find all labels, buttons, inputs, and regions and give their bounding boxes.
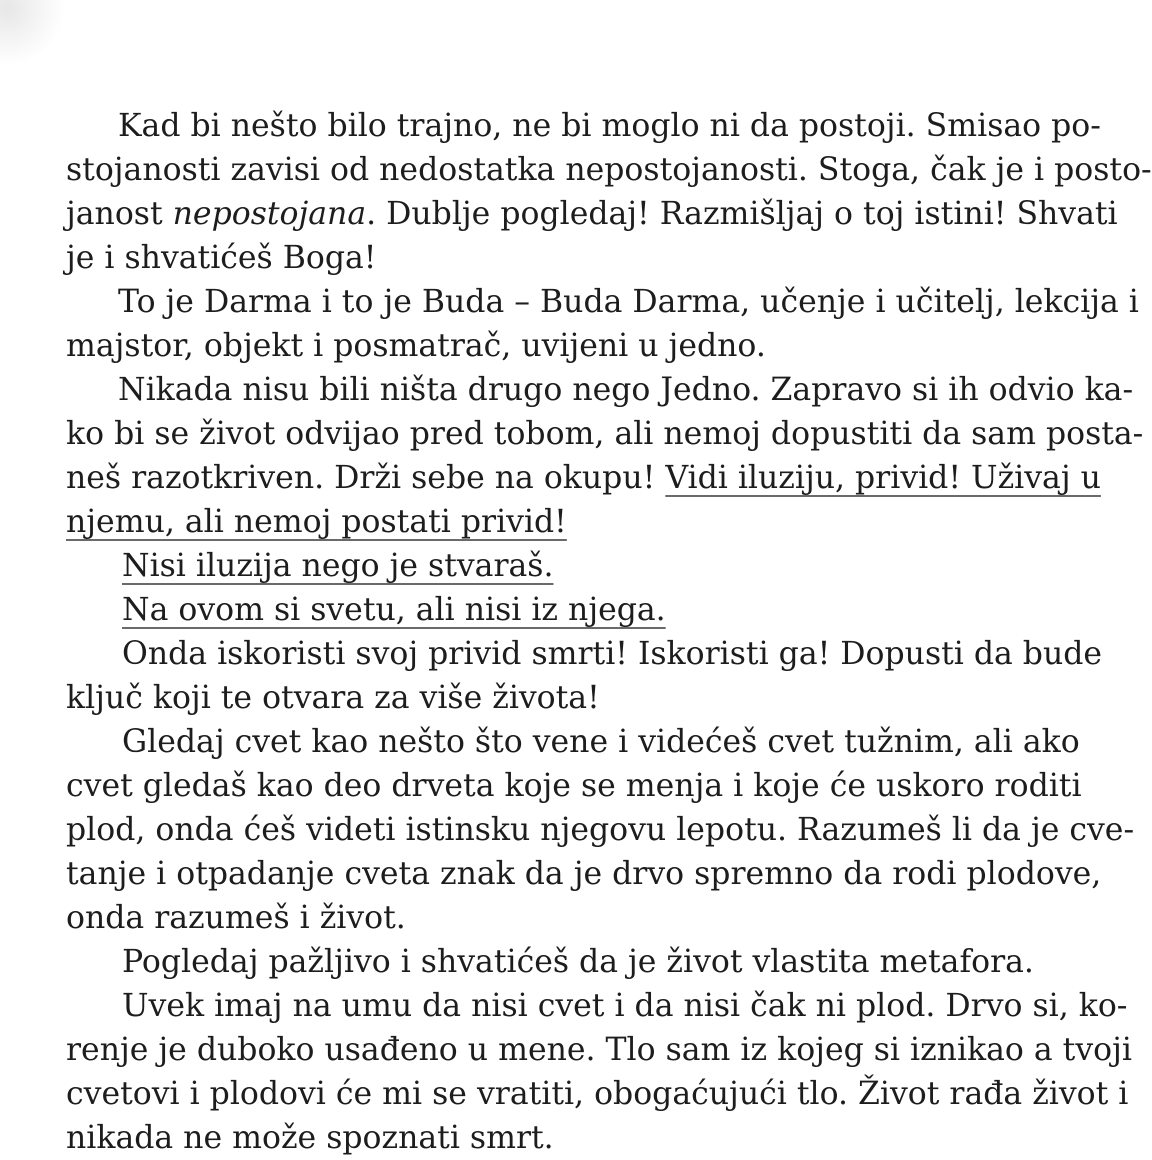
text-line: Nikada nisu bili ništa drugo nego Jedno. Zapravo si ih odvio ka-	[118, 372, 1134, 408]
text-line: je i shvatićeš Boga!	[66, 240, 377, 276]
text-line: Pogledaj pažljivo i shvatićeš da je život vlastita metafora.	[122, 944, 1034, 980]
text-line	[66, 588, 1056, 632]
scan-artifact	[0, 0, 70, 80]
text-line	[66, 500, 1056, 544]
text-line: Uvek imaj na umu da nisi cvet i da nisi čak ni plod. Drvo si, ko-	[122, 988, 1128, 1024]
text-line: plod, onda ćeš videti istinsku njegovu lepotu. Razumeš li da je cve-	[66, 812, 1135, 848]
text-line: tanje i otpadanje cveta znak da je drvo spremno da rodi plodove,	[66, 856, 1102, 892]
text-line: Gledaj cvet kao nešto što vene i videćeš cvet tužnim, ali ako	[122, 724, 1080, 760]
text-line-cut-off: nikada ne može spoznati smrt.	[66, 1120, 554, 1156]
text-line: ko bi se život odvijao pred tobom, ali nemoj dopustiti da sam posta-	[66, 416, 1144, 452]
text-line: onda razumeš i život.	[66, 900, 406, 936]
text-line: ključ koji te otvara za više života!	[66, 680, 600, 716]
text-line: cvet gledaš kao deo drveta koje se menja i koje će uskoro roditi	[66, 768, 1082, 804]
text-line: stojanosti zavisi od nedostatka nepostojanosti. Stoga, čak je i posto-	[66, 152, 1152, 188]
underlined-passage: Vidi iluziju, privid! Uživaj u	[665, 460, 1101, 496]
text-line: majstor, objekt i posmatrač, uvijeni u jedno.	[66, 328, 766, 364]
text-fragment: janost	[66, 196, 173, 232]
text-fragment: neš razotkriven. Drži sebe na okupu!	[66, 460, 666, 496]
body-text	[66, 104, 1152, 1156]
text-line	[66, 192, 1118, 236]
text-line	[66, 544, 1056, 588]
underlined-passage: njemu, ali nemoj postati privid!	[66, 504, 567, 540]
text-line	[66, 456, 1101, 500]
text-fragment: . Dublje pogledaj! Razmišljaj o toj istini! Shvati	[366, 196, 1118, 232]
text-line: cvetovi i plodovi će mi se vratiti, obogaćujući tlo. Život rađa život i	[66, 1076, 1129, 1112]
text-line: Onda iskoristi svoj privid smrti! Iskoristi ga! Dopusti da bude	[122, 636, 1103, 672]
text-line: renje je duboko usađeno u mene. Tlo sam iz kojeg si iznikao a tvoji	[66, 1032, 1132, 1068]
underlined-passage: Na ovom si svetu, ali nisi iz njega.	[122, 592, 666, 628]
underlined-passage: Nisi iluzija nego je stvaraš.	[122, 548, 554, 584]
italic-word: nepostojana	[172, 196, 367, 232]
text-line: To je Darma i to je Buda – Buda Darma, učenje i učitelj, lekcija i	[118, 284, 1139, 320]
text-line: Kad bi nešto bilo trajno, ne bi moglo ni da postoji. Smisao po-	[118, 108, 1101, 144]
